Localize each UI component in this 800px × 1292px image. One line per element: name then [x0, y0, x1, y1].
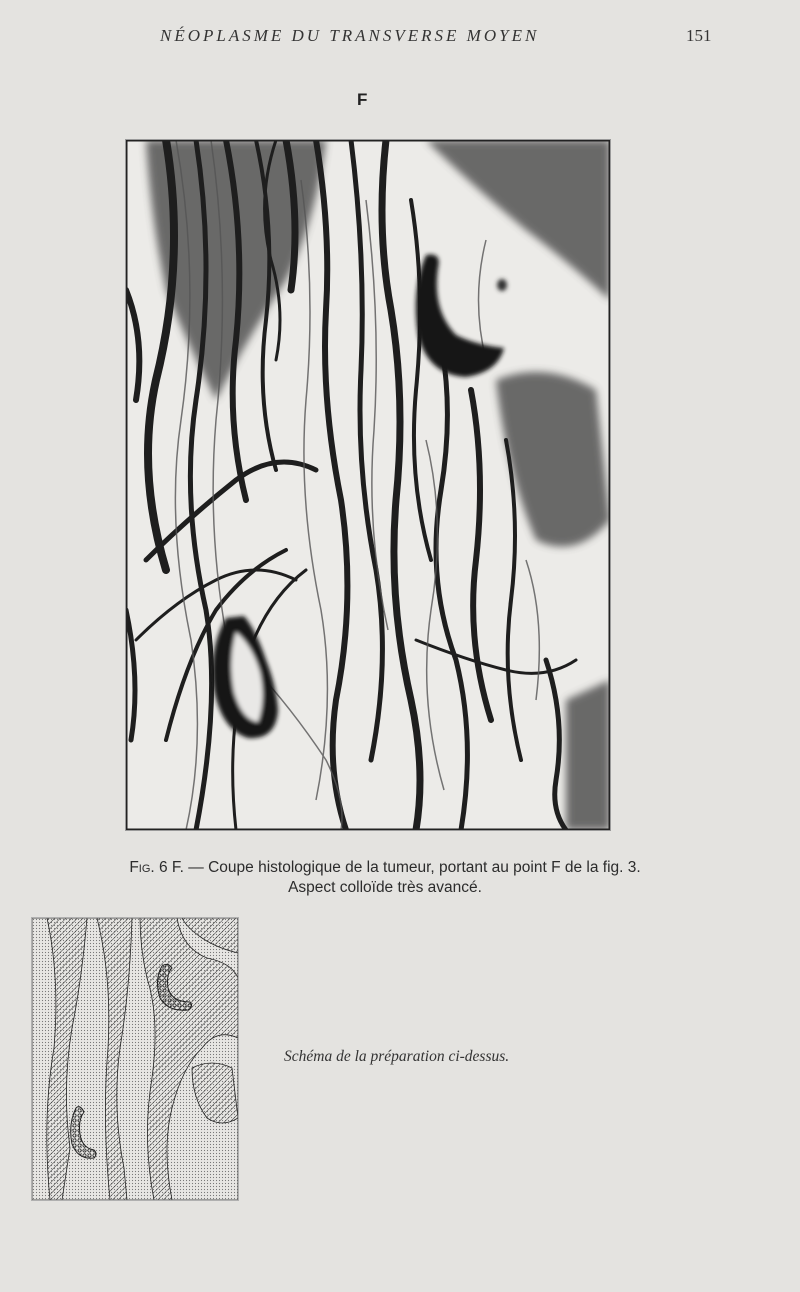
schematic-drawing — [32, 918, 238, 1200]
schematic-diagram-image — [32, 918, 238, 1200]
figure-caption-text: — Coupe histologique de la tumeur, portant au point F de la fig. 3. — [184, 859, 641, 876]
histology-photograph — [126, 140, 610, 830]
histology-micrograph-image — [126, 140, 610, 830]
running-title: NÉOPLASME DU TRANSVERSE MOYEN — [160, 26, 540, 45]
running-header — [0, 26, 800, 52]
figure-reference: Fig. 6 F. — [129, 859, 184, 876]
schematic-caption: Schéma de la préparation ci-dessus. — [284, 1048, 510, 1065]
figure-caption — [40, 858, 730, 898]
page-number: 151 — [686, 26, 712, 45]
figure-caption-line-1 — [40, 858, 730, 878]
figure-caption-line-2: Aspect colloïde très avancé. — [288, 879, 482, 896]
figure-letter: F — [357, 90, 368, 109]
